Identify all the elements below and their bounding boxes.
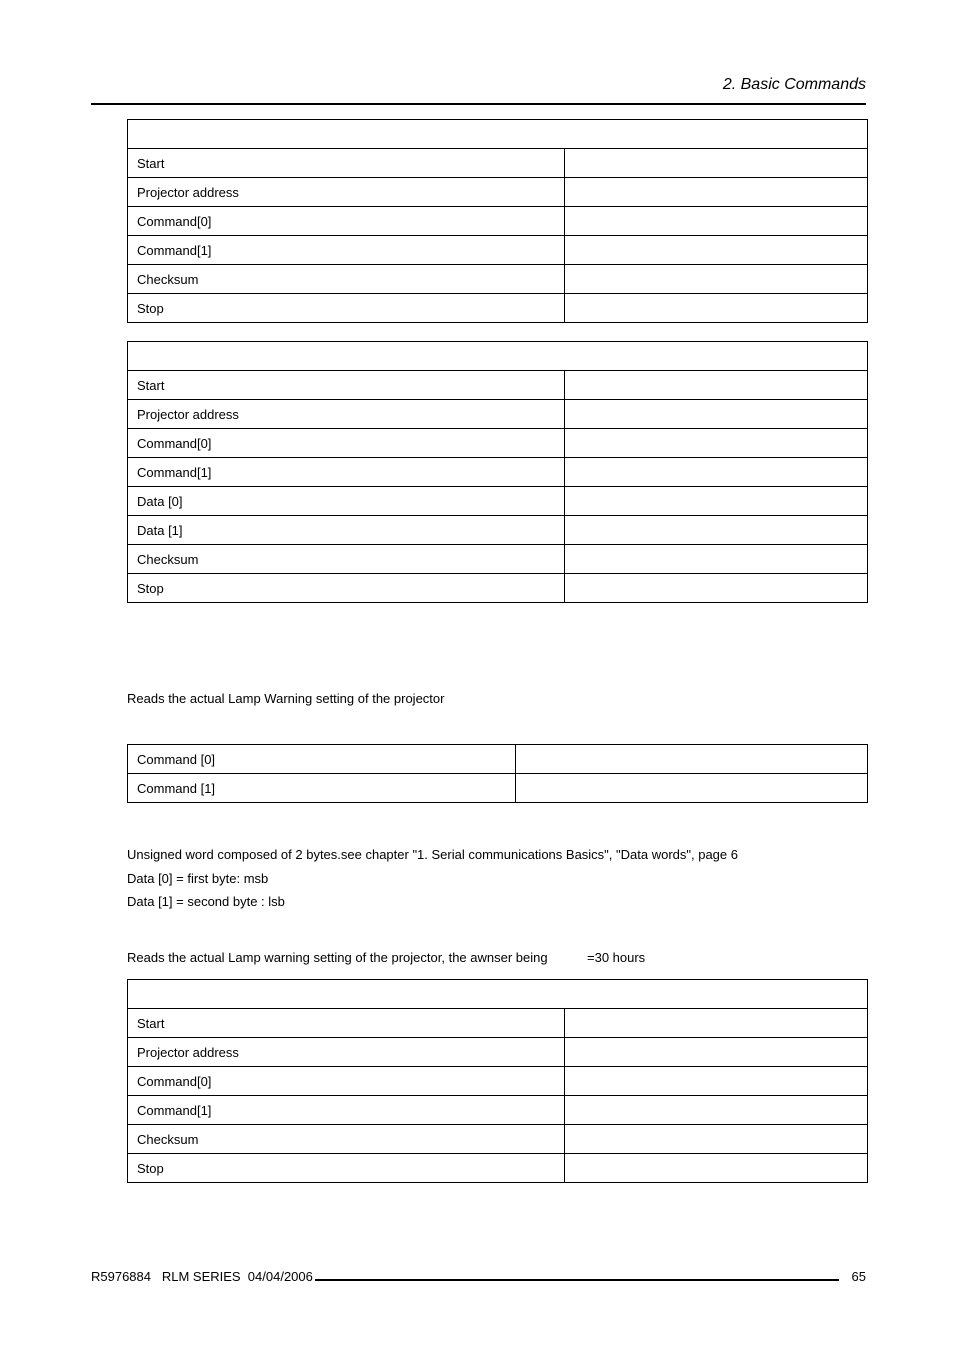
row-label: Start — [128, 149, 565, 178]
row-value — [565, 178, 868, 207]
row-value — [516, 774, 868, 803]
data-note-line: Unsigned word composed of 2 bytes.see chapter "1. Serial communications Basics", "Data words", page 6 — [127, 847, 738, 862]
description-text: Reads the actual Lamp Warning setting of the projector — [127, 691, 445, 706]
row-label: Command[1] — [128, 458, 565, 487]
table-row — [128, 178, 868, 207]
table-row — [128, 207, 868, 236]
table-row — [128, 1096, 868, 1125]
row-label: Start — [128, 1009, 565, 1038]
table-row — [128, 774, 868, 803]
row-value — [565, 429, 868, 458]
row-label: Stop — [128, 1154, 565, 1183]
row-value — [565, 1154, 868, 1183]
table-row — [128, 236, 868, 265]
table-title — [128, 120, 868, 149]
footer-doc-info: R5976884 RLM SERIES 04/04/2006 — [91, 1269, 313, 1284]
row-value — [565, 149, 868, 178]
row-value — [565, 458, 868, 487]
example-value: =30 hours — [587, 950, 646, 965]
table-row — [128, 1154, 868, 1183]
row-label: Projector address — [128, 1038, 565, 1067]
header-rule — [91, 103, 866, 105]
row-label: Projector address — [128, 400, 565, 429]
row-value — [565, 1009, 868, 1038]
row-value — [565, 294, 868, 323]
table-row — [128, 149, 868, 178]
row-value — [565, 1067, 868, 1096]
row-value — [565, 1038, 868, 1067]
row-value — [565, 400, 868, 429]
row-value — [565, 545, 868, 574]
table-row — [128, 745, 868, 774]
row-value — [565, 516, 868, 545]
page-number: 65 — [851, 1269, 866, 1284]
return-packet-table — [127, 341, 868, 603]
row-label: Data [1] — [128, 516, 565, 545]
row-label: Command[0] — [128, 429, 565, 458]
section-title: 2. Basic Commands — [722, 76, 866, 93]
table-row — [128, 400, 868, 429]
table-row — [128, 371, 868, 400]
data-note-line: Data [1] = second byte : lsb — [127, 894, 285, 909]
row-label: Command[0] — [128, 207, 565, 236]
table-title — [128, 980, 868, 1009]
row-label: Checksum — [128, 265, 565, 294]
row-label: Command[1] — [128, 1096, 565, 1125]
example-text: Reads the actual Lamp warning setting of the projector, the awnser being — [127, 950, 548, 965]
table-row — [128, 1038, 868, 1067]
row-value — [565, 487, 868, 516]
footer-rule — [315, 1279, 839, 1281]
example-packet-table — [127, 979, 868, 1183]
table-row — [128, 294, 868, 323]
row-value — [565, 574, 868, 603]
table-row — [128, 458, 868, 487]
row-value — [565, 1096, 868, 1125]
row-value — [565, 1125, 868, 1154]
row-value — [565, 207, 868, 236]
table-row — [128, 1009, 868, 1038]
row-label: Projector address — [128, 178, 565, 207]
table-row — [128, 1067, 868, 1096]
row-label: Stop — [128, 294, 565, 323]
row-label: Data [0] — [128, 487, 565, 516]
table-row — [128, 545, 868, 574]
table-row — [128, 429, 868, 458]
row-label: Command[1] — [128, 236, 565, 265]
table-row — [128, 574, 868, 603]
table-row — [128, 265, 868, 294]
row-label: Checksum — [128, 545, 565, 574]
row-value — [565, 236, 868, 265]
table-row — [128, 516, 868, 545]
row-label: Command [1] — [128, 774, 516, 803]
row-label: Command[0] — [128, 1067, 565, 1096]
row-value — [565, 265, 868, 294]
row-value — [565, 371, 868, 400]
data-note-line: Data [0] = first byte: msb — [127, 871, 269, 886]
table-row — [128, 487, 868, 516]
table-title — [128, 342, 868, 371]
row-label: Checksum — [128, 1125, 565, 1154]
table-row — [128, 1125, 868, 1154]
send-packet-table — [127, 119, 868, 323]
row-label: Start — [128, 371, 565, 400]
row-value — [516, 745, 868, 774]
row-label: Command [0] — [128, 745, 516, 774]
command-table — [127, 744, 868, 803]
row-label: Stop — [128, 574, 565, 603]
